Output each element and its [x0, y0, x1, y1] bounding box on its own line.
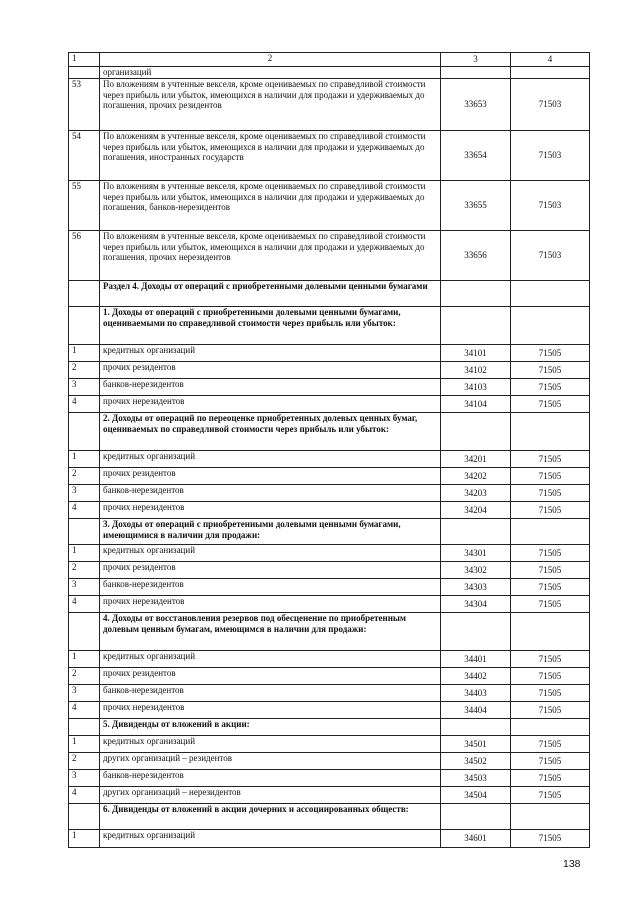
account-code: 34501 [441, 736, 511, 753]
symbol-code: 71503 [511, 231, 590, 281]
table-row [69, 651, 590, 668]
row-description: кредитных организаций [100, 451, 441, 468]
table-row [69, 131, 590, 181]
symbol-code: 71505 [511, 451, 590, 468]
accounts-table-body [69, 53, 590, 848]
row-description: кредитных организаций [100, 736, 441, 753]
section-heading-row [69, 613, 590, 651]
table-row [69, 596, 590, 613]
account-code [441, 67, 511, 79]
row-number: 2 [69, 753, 100, 770]
symbol-code: 71505 [511, 702, 590, 719]
row-description: Раздел 4. Доходы от операций с приобретенными долевыми ценными бумагами [100, 281, 441, 307]
row-number [69, 307, 100, 345]
row-number: 4 [69, 502, 100, 519]
row-description: По вложениям в учтенные векселя, кроме оцениваемых по справедливой стоимости через прибыль или убыток, имеющихся в наличии для продажи и удерживаемых до погашения, банков-нерезидентов [100, 181, 441, 231]
account-code: 34302 [441, 562, 511, 579]
row-number: 1 [69, 451, 100, 468]
page-number: 138 [563, 858, 581, 870]
symbol-code [511, 719, 590, 736]
row-number [69, 613, 100, 651]
row-description: прочих резидентов [100, 562, 441, 579]
symbol-code: 71505 [511, 562, 590, 579]
row-description: 1. Доходы от операций с приобретенными долевыми ценными бумагами, оцениваемыми по справедливой стоимости через прибыль или убыток: [100, 307, 441, 345]
table-row [69, 545, 590, 562]
account-code: 34503 [441, 770, 511, 787]
symbol-code: 71505 [511, 651, 590, 668]
row-number: 53 [69, 79, 100, 131]
section-heading-row [69, 519, 590, 545]
account-code [441, 307, 511, 345]
symbol-code [511, 413, 590, 451]
account-code: 33656 [441, 231, 511, 281]
row-number: 4 [69, 702, 100, 719]
symbol-code: 71505 [511, 379, 590, 396]
table-row [69, 468, 590, 485]
header-col-3: 3 [441, 53, 511, 67]
table-row [69, 787, 590, 804]
symbol-code [511, 804, 590, 830]
table-row [69, 753, 590, 770]
row-description: банков-нерезидентов [100, 485, 441, 502]
symbol-code: 71505 [511, 396, 590, 413]
table-row [69, 830, 590, 848]
symbol-code: 71505 [511, 753, 590, 770]
account-code [441, 804, 511, 830]
row-description: прочих нерезидентов [100, 702, 441, 719]
account-code: 34101 [441, 345, 511, 362]
account-code: 34502 [441, 753, 511, 770]
row-number [69, 519, 100, 545]
symbol-code: 71505 [511, 545, 590, 562]
table-row [69, 67, 590, 79]
row-description: банков-нерезидентов [100, 685, 441, 702]
table-row [69, 231, 590, 281]
account-code [441, 413, 511, 451]
row-number: 3 [69, 579, 100, 596]
table-row [69, 702, 590, 719]
account-code: 34203 [441, 485, 511, 502]
table-row [69, 181, 590, 231]
row-number: 4 [69, 787, 100, 804]
section-heading-row [69, 307, 590, 345]
row-description: По вложениям в учтенные векселя, кроме оцениваемых по справедливой стоимости через прибыль или убыток, имеющихся в наличии для продажи и удерживаемых до погашения, прочих резидентов [100, 79, 441, 131]
row-description: По вложениям в учтенные векселя, кроме оцениваемых по справедливой стоимости через прибыль или убыток, имеющихся в наличии для продажи и удерживаемых до погашения, иностранных государств [100, 131, 441, 181]
row-number [69, 413, 100, 451]
row-description: прочих нерезидентов [100, 596, 441, 613]
row-description: кредитных организаций [100, 545, 441, 562]
row-description: прочих нерезидентов [100, 396, 441, 413]
row-description: 6. Дивиденды от вложений в акции дочерних и ассоциированных обществ: [100, 804, 441, 830]
symbol-code: 71505 [511, 596, 590, 613]
account-code [441, 519, 511, 545]
symbol-code [511, 307, 590, 345]
row-description: кредитных организаций [100, 345, 441, 362]
row-number: 2 [69, 562, 100, 579]
symbol-code: 71505 [511, 787, 590, 804]
account-code: 34504 [441, 787, 511, 804]
row-description: организаций [100, 67, 441, 79]
symbol-code: 71505 [511, 345, 590, 362]
account-code: 34102 [441, 362, 511, 379]
row-description: По вложениям в учтенные векселя, кроме оцениваемых по справедливой стоимости через прибыль или убыток, имеющихся в наличии для продажи и удерживаемых до погашения, прочих нерезидентов [100, 231, 441, 281]
row-number: 3 [69, 685, 100, 702]
account-code [441, 281, 511, 307]
row-number [69, 67, 100, 79]
row-description: других организаций – резидентов [100, 753, 441, 770]
symbol-code: 71505 [511, 502, 590, 519]
symbol-code [511, 613, 590, 651]
account-code: 34403 [441, 685, 511, 702]
symbol-code: 71505 [511, 830, 590, 848]
row-description: прочих резидентов [100, 668, 441, 685]
row-number: 3 [69, 485, 100, 502]
table-row [69, 502, 590, 519]
row-number: 4 [69, 396, 100, 413]
table-row [69, 485, 590, 502]
symbol-code: 71505 [511, 362, 590, 379]
table-row [69, 362, 590, 379]
symbol-code: 71505 [511, 579, 590, 596]
header-row [69, 53, 590, 67]
row-number: 2 [69, 468, 100, 485]
header-col-2: 2 [100, 53, 441, 67]
symbol-code [511, 281, 590, 307]
row-description: кредитных организаций [100, 651, 441, 668]
table-row [69, 562, 590, 579]
header-col-4: 4 [511, 53, 590, 67]
table-row [69, 668, 590, 685]
account-code: 34202 [441, 468, 511, 485]
symbol-code: 71505 [511, 485, 590, 502]
table-row [69, 736, 590, 753]
row-description: прочих резидентов [100, 468, 441, 485]
row-description: 4. Доходы от восстановления резервов под обесценение по приобретенным долевым ценным бумагам, имеющимся в наличии для продажи: [100, 613, 441, 651]
symbol-code [511, 67, 590, 79]
table-row [69, 345, 590, 362]
table-row [69, 396, 590, 413]
symbol-code: 71505 [511, 468, 590, 485]
row-description: банков-нерезидентов [100, 770, 441, 787]
row-description: кредитных организаций [100, 830, 441, 848]
table-row [69, 579, 590, 596]
row-description: 3. Доходы от операций с приобретенными долевыми ценными бумагами, имеющимися в наличии для продажи: [100, 519, 441, 545]
symbol-code: 71505 [511, 668, 590, 685]
account-code: 34201 [441, 451, 511, 468]
row-number: 1 [69, 651, 100, 668]
account-code: 34204 [441, 502, 511, 519]
account-code: 34304 [441, 596, 511, 613]
row-number: 55 [69, 181, 100, 231]
account-code: 34303 [441, 579, 511, 596]
section-heading-row [69, 281, 590, 307]
row-number: 1 [69, 545, 100, 562]
section-heading-row [69, 719, 590, 736]
account-code: 34301 [441, 545, 511, 562]
row-description: других организаций – нерезидентов [100, 787, 441, 804]
table-row [69, 770, 590, 787]
account-code: 34404 [441, 702, 511, 719]
row-number: 2 [69, 362, 100, 379]
symbol-code: 71505 [511, 736, 590, 753]
account-code: 34103 [441, 379, 511, 396]
row-number [69, 804, 100, 830]
row-number: 1 [69, 736, 100, 753]
row-description: прочих нерезидентов [100, 502, 441, 519]
symbol-code: 71503 [511, 181, 590, 231]
account-code: 34104 [441, 396, 511, 413]
table-row [69, 451, 590, 468]
symbol-code: 71503 [511, 131, 590, 181]
account-code: 34402 [441, 668, 511, 685]
account-code [441, 613, 511, 651]
row-number [69, 281, 100, 307]
table-row [69, 685, 590, 702]
row-number: 3 [69, 379, 100, 396]
row-description: банков-нерезидентов [100, 379, 441, 396]
row-description: банков-нерезидентов [100, 579, 441, 596]
row-description: 2. Доходы от операций по переоценке приобретенных долевых ценных бумаг, оцениваемых по справедливой стоимости через прибыль или убыток: [100, 413, 441, 451]
row-number: 56 [69, 231, 100, 281]
symbol-code: 71505 [511, 685, 590, 702]
row-number: 54 [69, 131, 100, 181]
row-number: 4 [69, 596, 100, 613]
symbol-code: 71505 [511, 770, 590, 787]
account-code: 34601 [441, 830, 511, 848]
row-number: 1 [69, 830, 100, 848]
table-row [69, 79, 590, 131]
row-number: 1 [69, 345, 100, 362]
account-code: 33655 [441, 181, 511, 231]
symbol-code [511, 519, 590, 545]
header-col-1: 1 [69, 53, 100, 67]
account-code: 34401 [441, 651, 511, 668]
account-code [441, 719, 511, 736]
table-row [69, 379, 590, 396]
row-number: 2 [69, 668, 100, 685]
section-heading-row [69, 804, 590, 830]
section-heading-row [69, 413, 590, 451]
account-code: 33654 [441, 131, 511, 181]
accounts-table [68, 52, 590, 848]
row-description: 5. Дивиденды от вложений в акции: [100, 719, 441, 736]
symbol-code: 71503 [511, 79, 590, 131]
row-number: 3 [69, 770, 100, 787]
account-code: 33653 [441, 79, 511, 131]
row-number [69, 719, 100, 736]
row-description: прочих резидентов [100, 362, 441, 379]
